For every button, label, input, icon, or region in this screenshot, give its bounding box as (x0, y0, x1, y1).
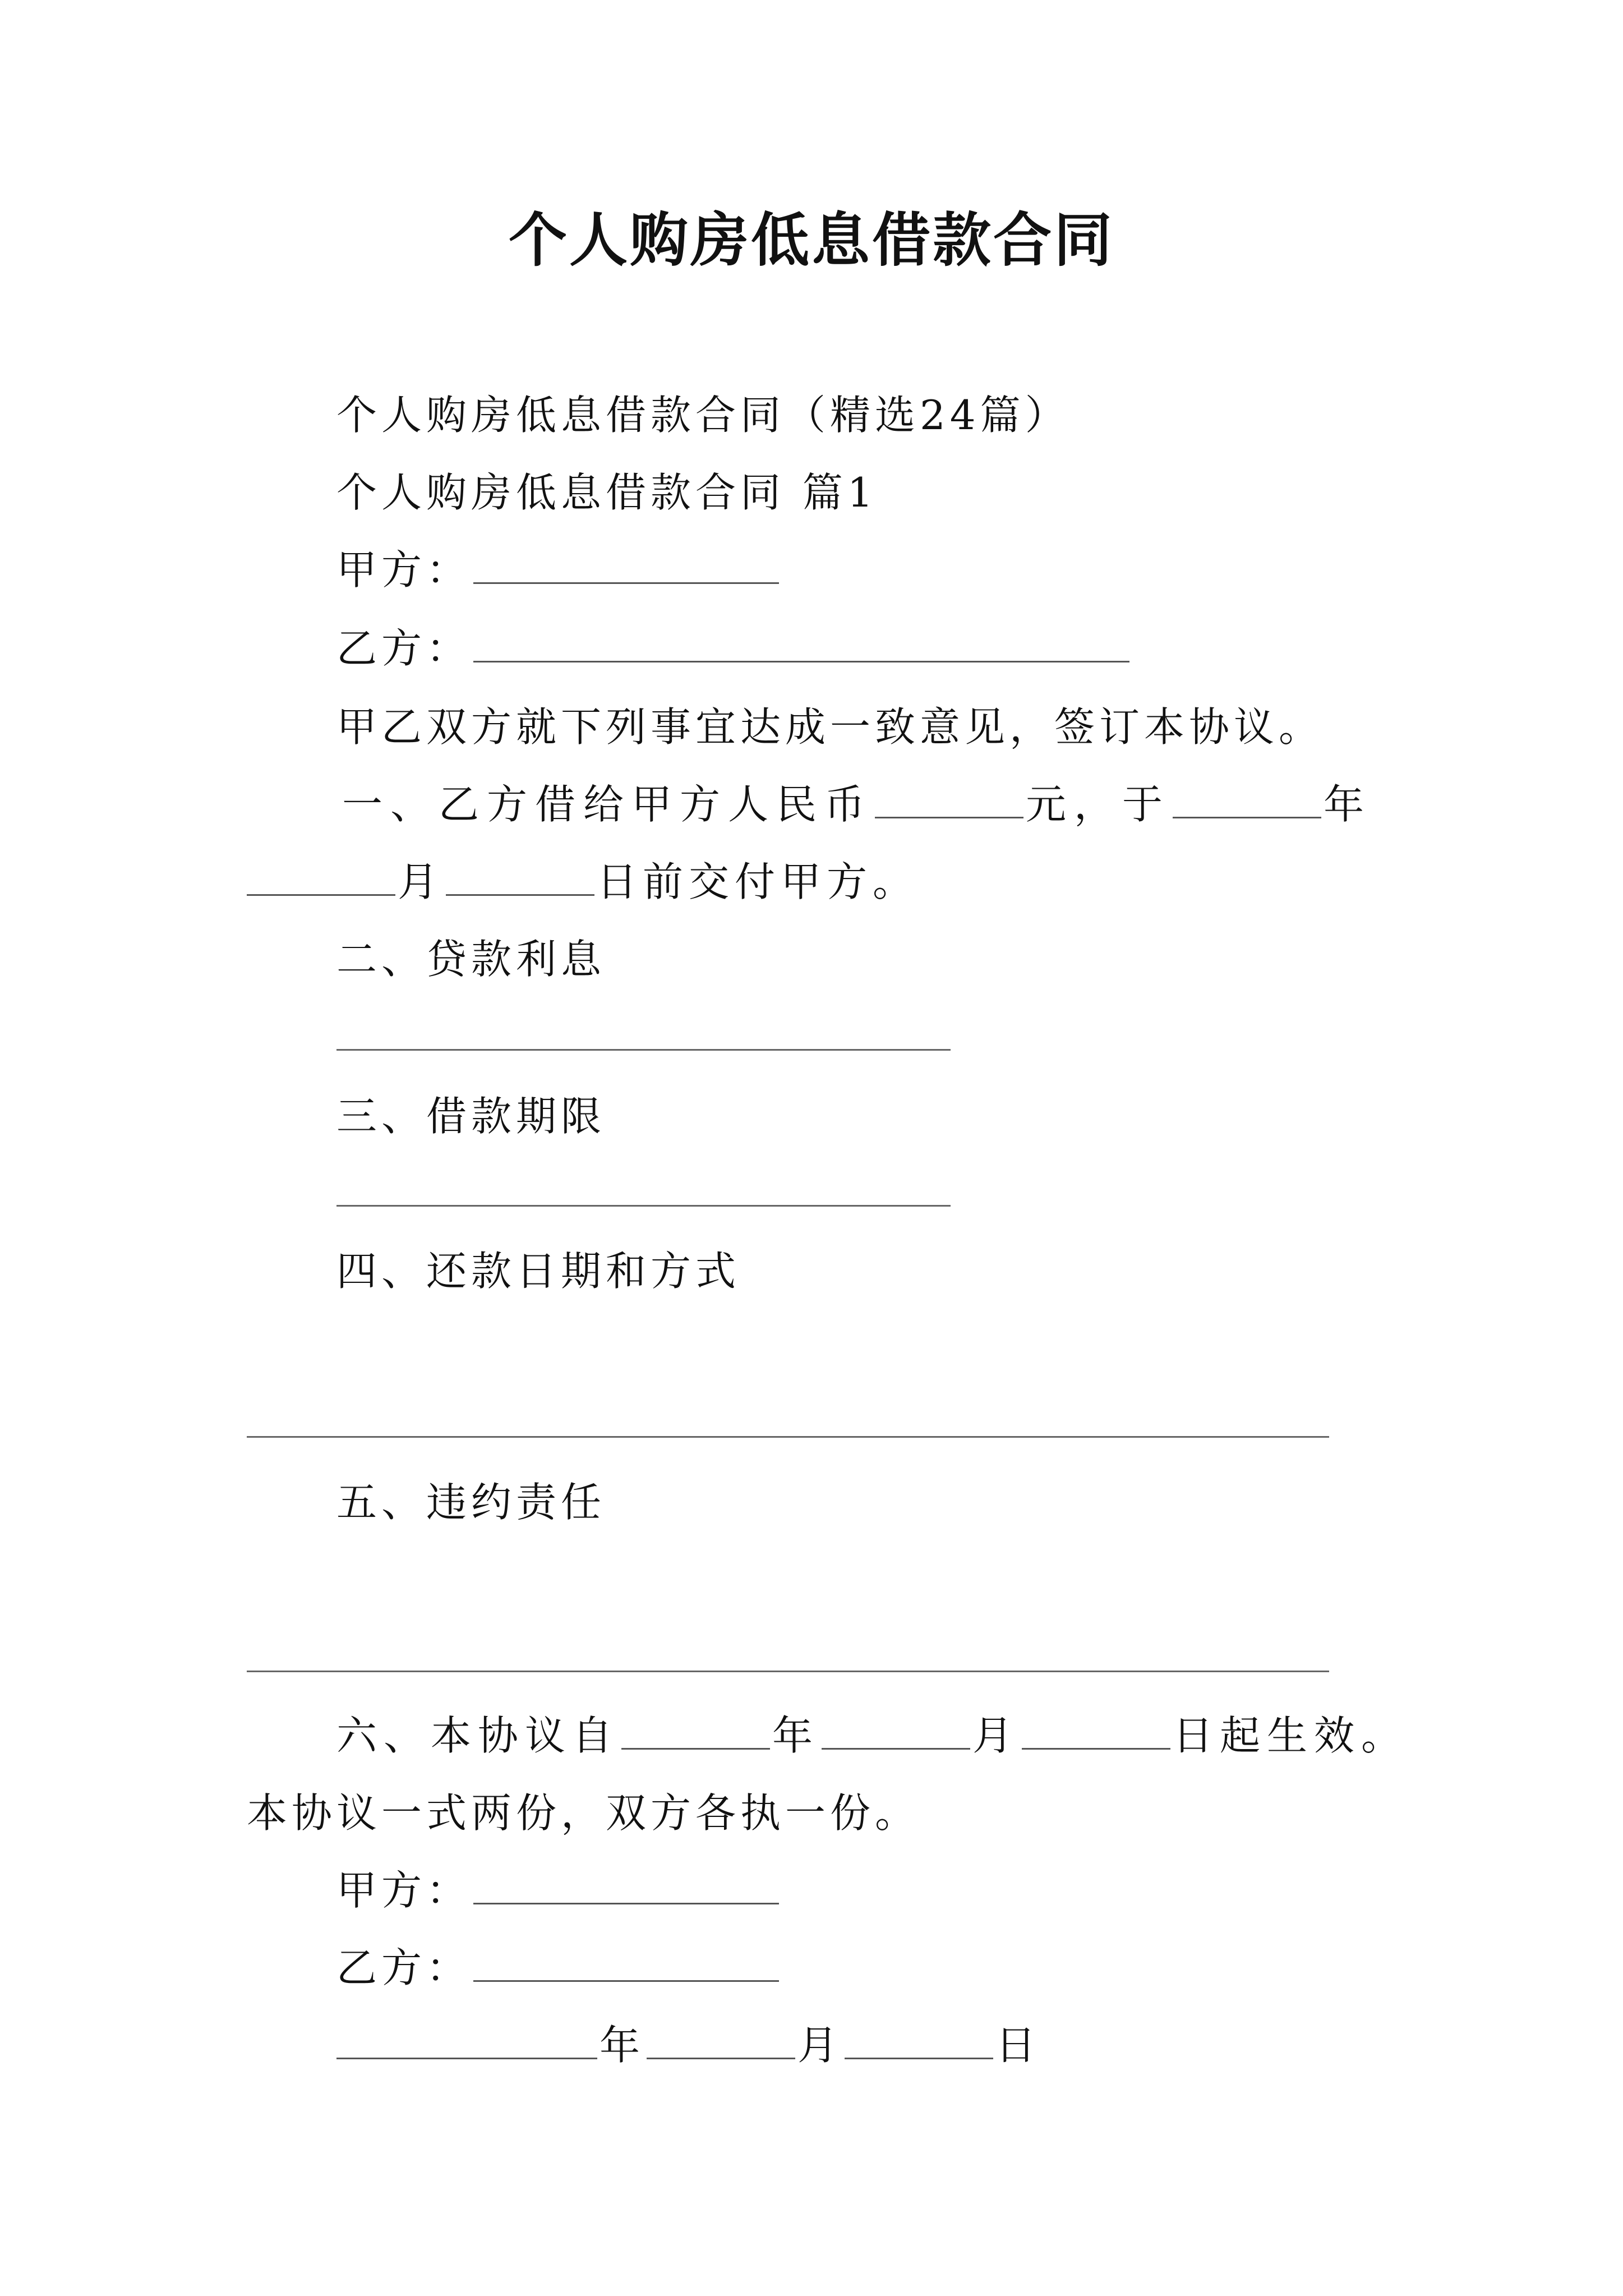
signature-day-label: 日 (995, 2022, 1041, 2069)
signature-party-a-blank[interactable] (473, 1869, 779, 1904)
clause6-text-a: 六、本协议自 (336, 1712, 620, 1759)
clause2-heading: 二、贷款利息 (336, 936, 606, 983)
clause6-month-label: 月 (972, 1712, 1020, 1759)
signature-day-blank[interactable] (845, 2024, 993, 2059)
signature-party-a-label: 甲方： (336, 1867, 472, 1914)
document-subtitle: 个人购房低息借款合同（精选24篇） (336, 392, 1070, 439)
clause5-heading: 五、违约责任 (336, 1479, 606, 1526)
signature-party-a-row (336, 1864, 781, 1917)
clause6-year-label: 年 (772, 1712, 820, 1759)
signature-party-b-row (336, 1941, 781, 1995)
clause1-line2 (247, 855, 919, 909)
document-title: 个人购房低息借款合同 (508, 205, 1114, 274)
clause6-month-blank[interactable] (822, 1714, 970, 1750)
clause1-line1 (342, 777, 1372, 831)
party-b-label: 乙方： (336, 625, 472, 672)
clause6-text-b: 日起生效。 (1173, 1712, 1409, 1759)
signature-year-label: 年 (600, 2022, 645, 2069)
clause1-day-blank[interactable] (446, 861, 594, 896)
clause2-fill-line[interactable] (336, 1049, 951, 1051)
signature-month-label: 月 (797, 2022, 843, 2069)
signature-party-b-blank[interactable] (473, 1947, 779, 1982)
clause1-text-c: 日前交付甲方。 (597, 858, 919, 905)
clause1-text-a: 一、乙方借给甲方人民币 (342, 781, 873, 828)
clause1-month-label: 月 (398, 858, 444, 905)
signature-month-blank[interactable] (647, 2024, 795, 2059)
signature-party-b-label: 乙方： (336, 1944, 472, 1991)
clause6-line2: 本协议一式两份，双方各执一份。 (247, 1789, 920, 1837)
signature-year-blank[interactable] (336, 2024, 597, 2059)
party-b-blank[interactable] (473, 627, 1129, 662)
clause6-line1 (336, 1709, 1408, 1763)
clause4-heading: 四、还款日期和方式 (336, 1248, 741, 1295)
clause5-fill-line[interactable] (247, 1671, 1329, 1672)
clause1-month-blank[interactable] (247, 861, 395, 896)
clause3-fill-line[interactable] (336, 1205, 951, 1207)
clause4-fill-line[interactable] (247, 1436, 1329, 1438)
party-b-row (336, 622, 1132, 675)
clause6-year-blank[interactable] (621, 1714, 770, 1750)
party-a-label: 甲方： (336, 546, 472, 593)
clause1-year-blank[interactable] (1173, 783, 1321, 818)
clause3-heading: 三、借款期限 (336, 1093, 606, 1140)
party-a-blank[interactable] (473, 549, 779, 584)
party-a-row (336, 543, 781, 597)
amount-blank[interactable] (875, 783, 1023, 818)
agreement-intro: 甲乙双方就下列事宜达成一致意见，签订本协议。 (336, 703, 1324, 751)
clause1-year-label: 年 (1324, 781, 1372, 828)
signature-date-row (336, 2018, 1040, 2072)
clause6-day-blank[interactable] (1022, 1714, 1170, 1750)
section-heading: 个人购房低息借款合同 篇1 (336, 469, 878, 516)
clause1-text-b: 元，于 (1026, 781, 1171, 828)
